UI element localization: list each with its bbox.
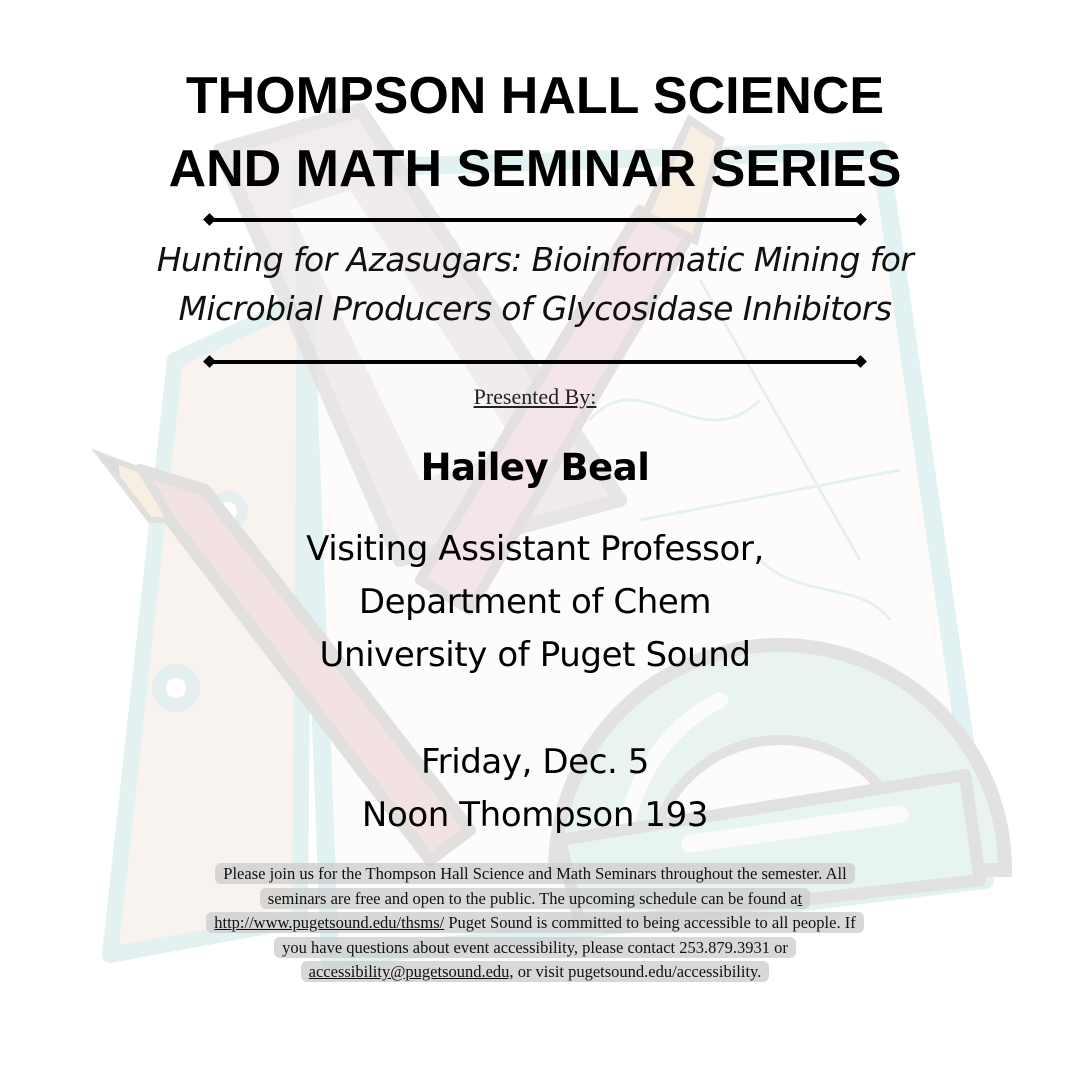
talk-title-line-1: Hunting for Azasugars: Bioinformatic Mining for (156, 240, 914, 279)
schedule-link[interactable]: http://www.pugetsound.edu/thsms/ (214, 913, 445, 932)
series-title-line-2: AND MATH SEMINAR SERIES (168, 140, 902, 198)
speaker-name: Hailey Beal (420, 446, 650, 489)
notice-line-5: or visit pugetsound.edu/accessibility. (513, 962, 762, 981)
divider-line (210, 218, 860, 222)
notice-line-4: you have questions about event accessibility, please contact 253.879.3931 or (274, 937, 796, 958)
speaker-institution: University of Puget Sound (319, 635, 751, 675)
divider-bottom (204, 356, 866, 368)
schedule-link-tail[interactable]: t (797, 888, 803, 908)
accessibility-notice (0, 862, 1070, 985)
presented-by-label: Presented By: (473, 384, 597, 409)
event-time-location: Noon Thompson 193 (361, 795, 709, 835)
notice-line-1: Please join us for the Thompson Hall Science and Math Seminars throughout the semester. All (215, 863, 854, 884)
talk-title-line-2: Microbial Producers of Glycosidase Inhibitors (178, 289, 892, 328)
event-date: Friday, Dec. 5 (420, 742, 650, 782)
accessibility-email-link[interactable]: accessibility@pugetsound.edu, (308, 962, 514, 981)
divider-line (210, 360, 860, 364)
notice-line-3: Puget Sound is committed to being accessible to all people. If (444, 913, 856, 932)
notice-line-2: seminars are free and open to the public. The upcoming schedule can be found a (267, 888, 798, 908)
series-title-line-1: THOMPSON HALL SCIENCE (185, 67, 885, 125)
diamond-icon (854, 213, 867, 226)
speaker-department: Department of Chem (358, 582, 712, 622)
speaker-title-line-1: Visiting Assistant Professor, (306, 529, 764, 569)
divider-top (204, 214, 866, 226)
diamond-icon (854, 355, 867, 368)
